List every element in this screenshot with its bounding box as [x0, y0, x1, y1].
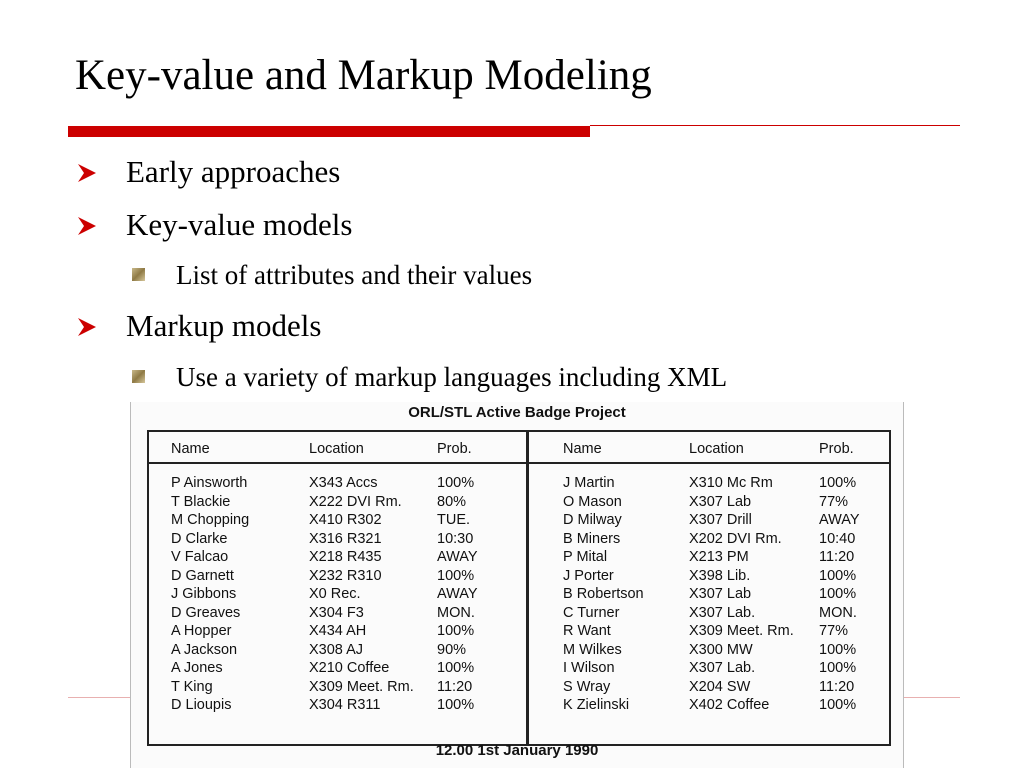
table-cell-prob: MON. [437, 604, 475, 621]
table-cell-name: B Robertson [563, 586, 644, 602]
footer-divider-right [902, 697, 960, 698]
table-cell-prob: 100% [437, 475, 475, 491]
table-cell-location: X232 R310 [309, 567, 382, 584]
table-cell-location: X213 PM [689, 549, 749, 565]
table-cell-location: X304 R311 [309, 697, 381, 713]
table-cell-name: O Mason [563, 493, 622, 510]
table-cell-prob: 100% [437, 660, 475, 676]
table-cell-prob: 100% [437, 567, 475, 584]
table-cell-location: X343 Accs [309, 475, 378, 491]
header-name-right: Name [563, 441, 602, 457]
table-cell-location: X307 Lab [689, 493, 752, 510]
table-cell-prob: TUE. [437, 512, 471, 528]
bullet-key-value-models: Key-value models [126, 207, 353, 242]
table-cell-prob: 10:40 [819, 530, 856, 547]
table-cell-prob: 90% [437, 641, 467, 658]
table-cell-prob: 100% [819, 586, 857, 602]
table-cell-name: J Gibbons [171, 586, 237, 602]
footer-divider-left [68, 697, 130, 698]
table-cell-location: X309 Meet. Rm. [689, 623, 794, 639]
table-cell-location: X210 Coffee [309, 660, 390, 676]
bullet-early-approaches: Early approaches [126, 154, 341, 189]
square-bullet-icon [132, 370, 145, 383]
table-cell-prob: 100% [819, 567, 857, 584]
table-cell-location: X310 Mc Rm [689, 475, 773, 491]
table-cell-prob: AWAY [437, 586, 478, 602]
bullet-markup-languages: Use a variety of markup languages including XML [176, 362, 728, 392]
header-location-left: Location [309, 441, 364, 457]
table-cell-location: X222 DVI Rm. [309, 493, 402, 510]
header-location-right: Location [689, 441, 744, 457]
table-cell-name: D Greaves [171, 604, 241, 621]
table-cell-location: X204 SW [689, 678, 751, 695]
table-cell-name: P Ainsworth [171, 475, 248, 491]
table-cell-name: D Clarke [171, 530, 228, 547]
table-cell-name: B Miners [563, 530, 621, 547]
badge-table [147, 430, 891, 746]
column-name-right [563, 474, 644, 715]
arrow-bullet-icon [76, 215, 98, 237]
badge-table-timestamp: 12.00 1st January 1990 [435, 742, 599, 759]
table-cell-location: X434 AH [309, 623, 367, 639]
table-cell-prob: 100% [437, 623, 475, 639]
table-divider [526, 432, 529, 744]
header-prob-right: Prob. [819, 441, 854, 457]
table-cell-prob: 80% [437, 493, 467, 510]
table-cell-location: X309 Meet. Rm. [309, 678, 414, 695]
table-cell-name: P Mital [563, 549, 608, 565]
table-cell-name: J Martin [563, 475, 615, 491]
table-cell-location: X307 Lab. [689, 660, 756, 676]
column-prob-right [819, 474, 860, 715]
column-name-left [171, 474, 249, 715]
table-cell-prob: 100% [819, 641, 857, 658]
table-cell-prob: MON. [819, 604, 857, 621]
title-underline-thin [590, 125, 960, 126]
column-location-left [309, 474, 414, 715]
table-cell-prob: 100% [437, 697, 475, 713]
table-cell-location: X316 R321 [309, 530, 382, 547]
table-cell-prob: 100% [819, 660, 857, 676]
table-cell-prob: 11:20 [819, 549, 855, 565]
table-cell-location: X398 Lib. [689, 567, 751, 584]
header-name-left: Name [171, 441, 210, 457]
badge-table-title: ORL/STL Active Badge Project [408, 404, 626, 421]
table-cell-prob: 11:20 [437, 678, 473, 695]
table-cell-name: K Zielinski [563, 697, 630, 713]
table-cell-name: M Wilkes [563, 641, 622, 658]
table-cell-location: X307 Drill [689, 512, 752, 528]
square-bullet-icon [132, 268, 145, 281]
table-cell-name: A Hopper [171, 623, 232, 639]
table-cell-location: X202 DVI Rm. [689, 530, 782, 547]
table-cell-prob: 100% [819, 475, 857, 491]
table-cell-location: X304 F3 [309, 604, 364, 621]
header-prob-left: Prob. [437, 441, 472, 457]
table-cell-name: C Turner [563, 604, 620, 621]
header-rule-left [149, 462, 526, 464]
table-cell-name: A Jackson [171, 641, 238, 658]
table-cell-location: X300 MW [689, 641, 753, 658]
slide-title: Key-value and Markup Modeling [75, 52, 652, 99]
table-cell-name: S Wray [563, 678, 611, 695]
arrow-bullet-icon [76, 162, 98, 184]
bullet-markup-models: Markup models [126, 308, 322, 343]
badge-table-image [130, 402, 904, 768]
table-cell-location: X0 Rec. [309, 586, 361, 602]
title-underline-thick [68, 126, 590, 137]
table-cell-name: I Wilson [563, 660, 615, 676]
table-cell-name: R Want [563, 623, 611, 639]
table-cell-name: T Blackie [171, 493, 231, 510]
bullet-list-of-attributes: List of attributes and their values [176, 260, 533, 290]
table-cell-location: X308 AJ [309, 641, 364, 658]
table-cell-name: D Garnett [171, 567, 234, 584]
arrow-bullet-icon [76, 316, 98, 338]
table-cell-name: D Milway [563, 512, 622, 528]
table-cell-prob: AWAY [819, 512, 860, 528]
table-cell-prob: 10:30 [437, 530, 474, 547]
table-cell-prob: 77% [819, 623, 849, 639]
table-cell-name: A Jones [171, 660, 223, 676]
column-prob-left [437, 474, 478, 715]
table-cell-prob: 77% [819, 493, 849, 510]
table-cell-location: X410 R302 [309, 512, 382, 528]
table-cell-location: X218 R435 [309, 549, 382, 565]
table-cell-name: V Falcao [171, 549, 229, 565]
table-cell-name: T King [171, 678, 213, 695]
table-cell-location: X402 Coffee [689, 697, 770, 713]
table-cell-name: D Lioupis [171, 697, 232, 713]
table-cell-prob: 100% [819, 697, 857, 713]
table-cell-name: M Chopping [171, 512, 250, 528]
column-location-right [689, 474, 794, 715]
table-cell-location: X307 Lab [689, 586, 752, 602]
table-cell-prob: 11:20 [819, 678, 855, 695]
table-cell-prob: AWAY [437, 549, 478, 565]
table-cell-name: J Porter [563, 567, 614, 584]
header-rule-right [529, 462, 889, 464]
table-cell-location: X307 Lab. [689, 604, 756, 621]
